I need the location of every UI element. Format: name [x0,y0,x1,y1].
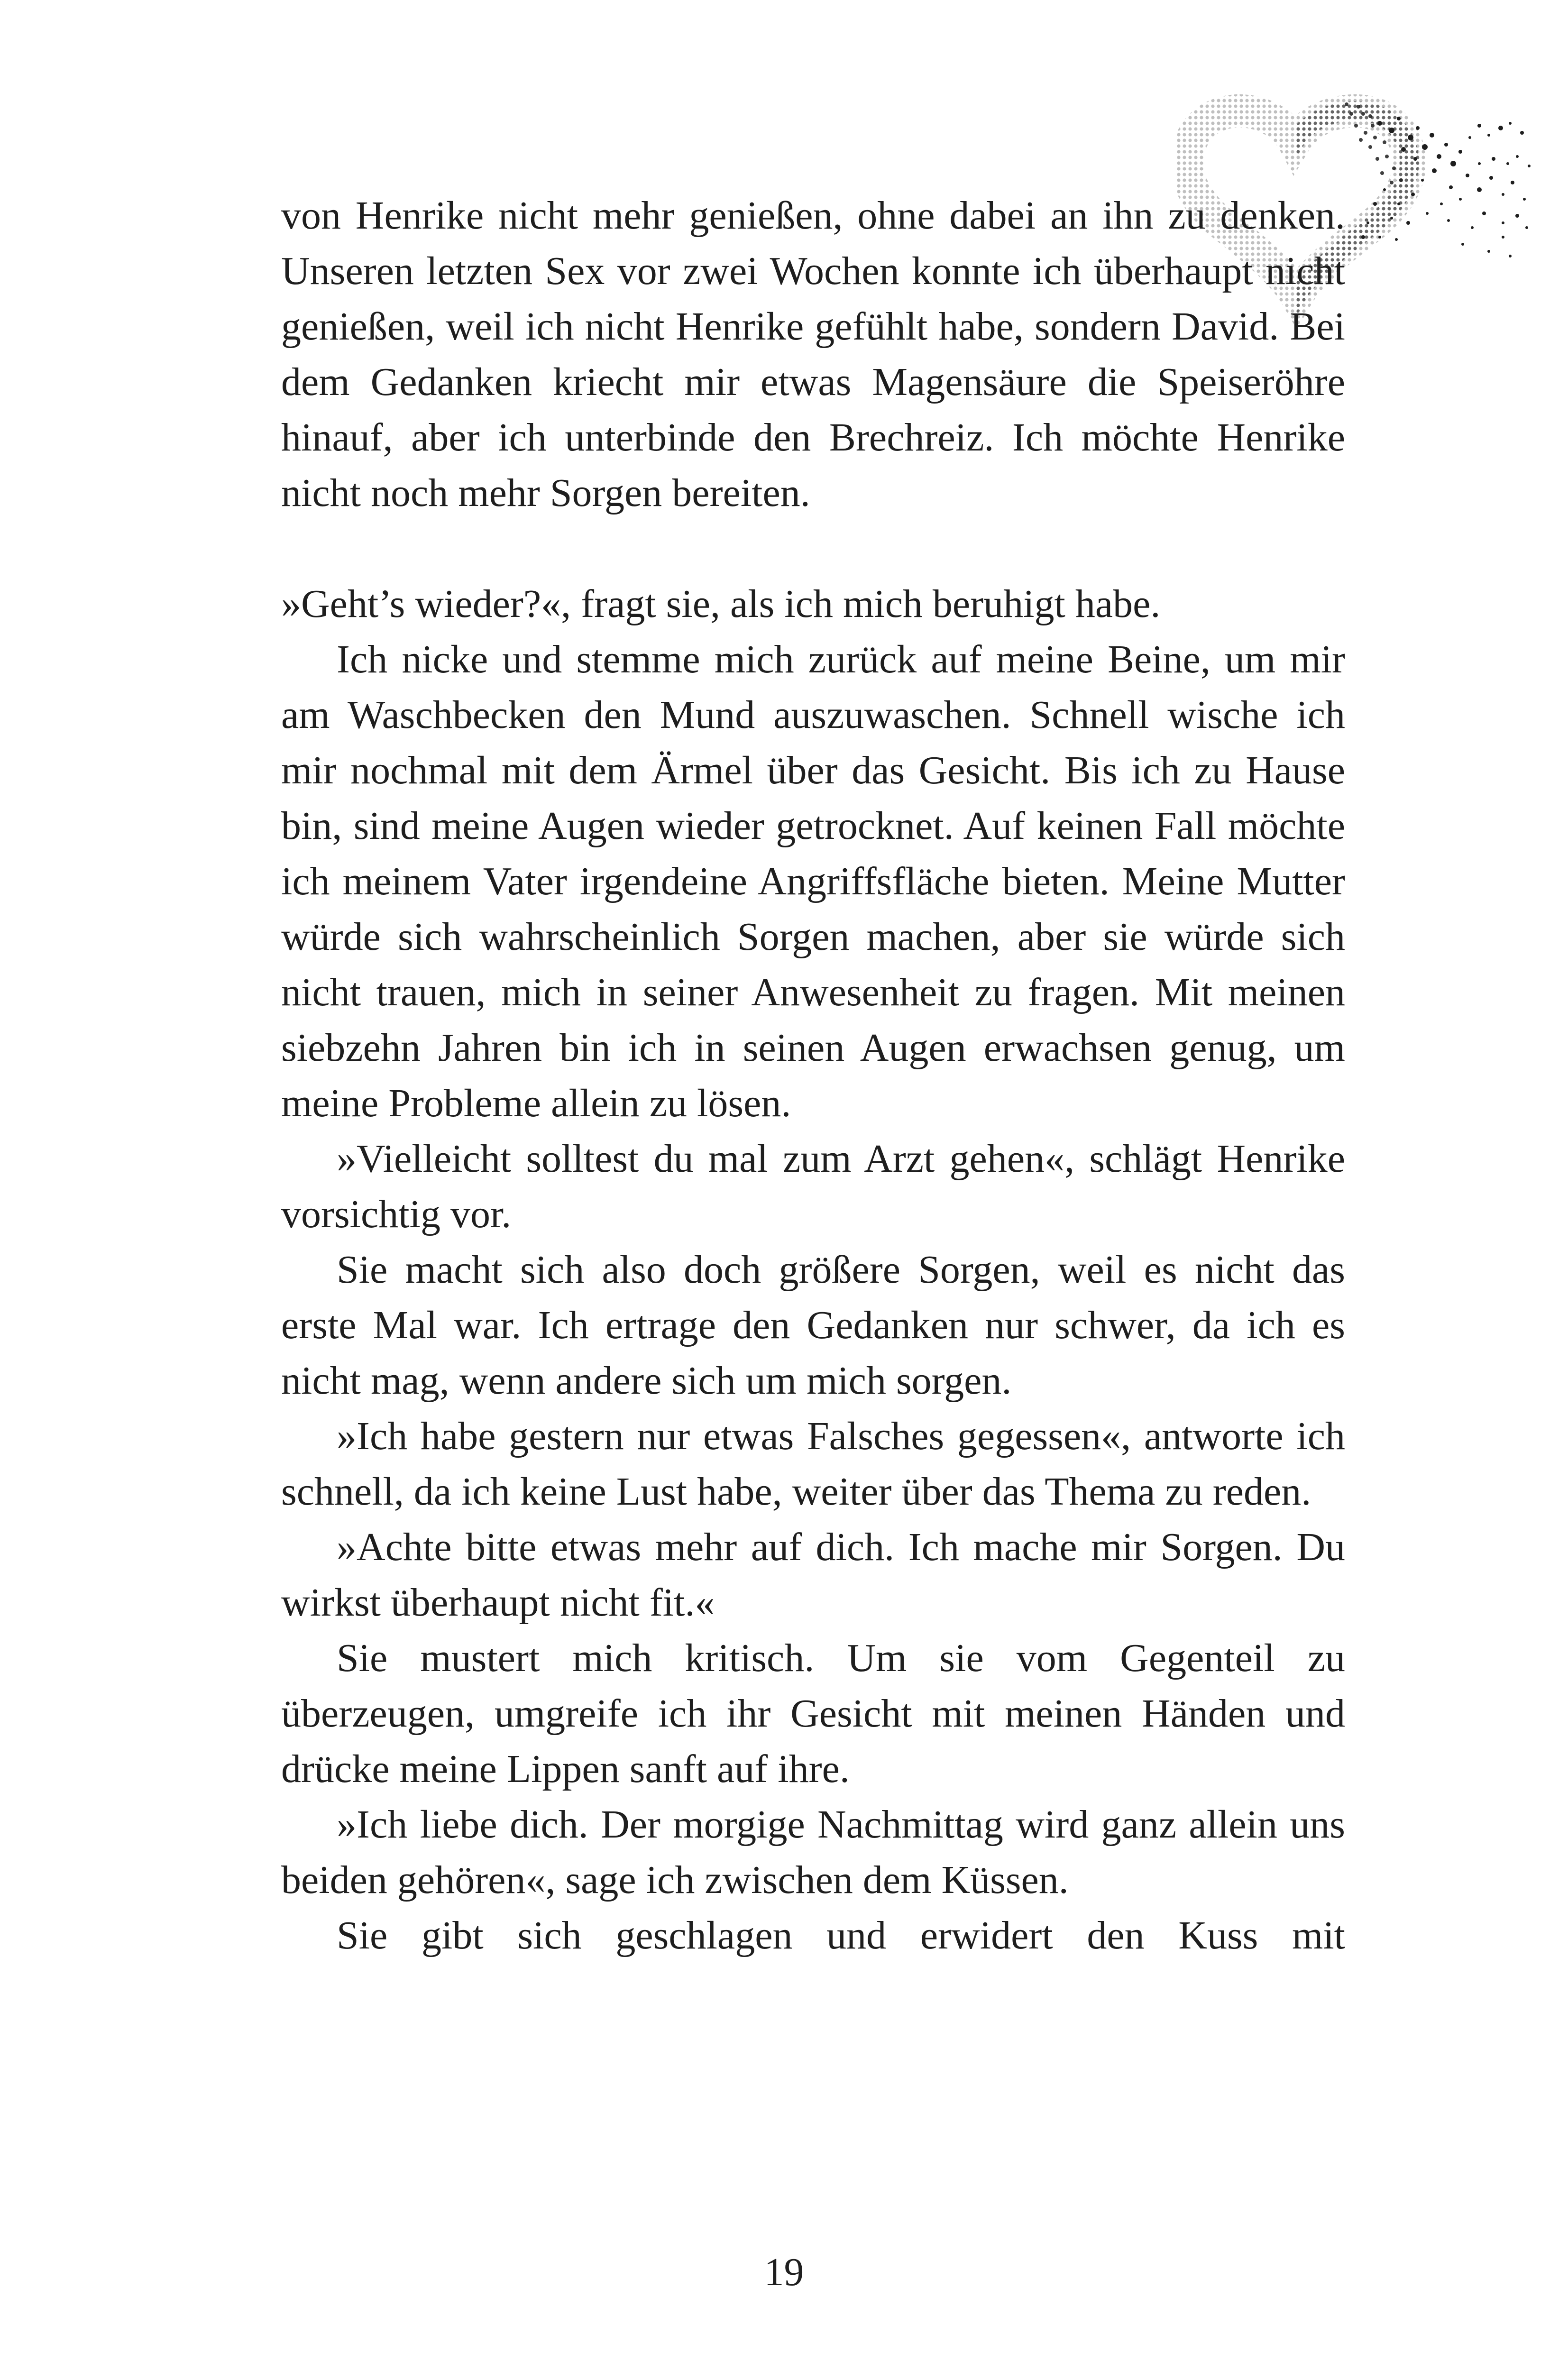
paragraph: »Achte bitte etwas mehr auf dich. Ich mache mir Sorgen. Du wirkst überhaupt nicht fit.« [281,1525,1345,1625]
paragraph: Ich nicke und stemme mich zurück auf meine Beine, um mir am Waschbecken den Mund auszuwaschen. Schnell wische ich mir nochmal mit dem Ärmel über das Gesicht. Bis ich zu Hause bin, sind meine Augen wieder getrocknet. Auf keinen Fall möchte ich meinem Vater irgendeine Angriffsfläche bieten. Meine Mutter würde sich wahrscheinlich Sorgen machen, aber sie würde sich nicht trauen, mich in seiner Anwesenheit zu fragen. Mit meinen siebzehn Jahren bin ich in seinen Augen erwachsen genug, um meine Probleme allein zu lösen. [281,637,1345,1125]
body-text [281,188,1345,1963]
paragraph: »Vielleicht solltest du mal zum Arzt gehen«, schlägt Henrike vorsichtig vor. [281,1137,1345,1236]
page-number: 19 [764,2250,804,2294]
paragraph: »Ich habe gestern nur etwas Falsches gegessen«, antworte ich schnell, da ich keine Lust habe, weiter über das Thema zu reden. [281,1414,1345,1514]
paragraph: Sie gibt sich geschlagen und erwidert den Kuss mit [337,1913,1345,1957]
paragraph: »Ich liebe dich. Der morgige Nachmittag wird ganz allein uns beiden gehören«, sage ich zwischen dem Küssen. [281,1802,1345,1902]
paragraph: »Geht’s wieder?«, fragt sie, als ich mich beruhigt habe. [281,582,1161,626]
paragraph: Sie mustert mich kritisch. Um sie vom Gegenteil zu überzeugen, umgreife ich ihr Gesicht mit meinen Händen und drücke meine Lippen sanft auf ihre. [281,1636,1345,1791]
paragraph: Sie macht sich also doch größere Sorgen, weil es nicht das erste Mal war. Ich ertrage den Gedanken nur schwer, da ich es nicht mag, wenn andere sich um mich sorgen. [281,1248,1345,1403]
paragraph: von Henrike nicht mehr genießen, ohne dabei an ihn zu denken. Unseren letzten Sex vor zwei Wochen konnte ich überhaupt nicht genießen, weil ich nicht Henrike gefühlt habe, sondern David. Bei dem Gedanken kriecht mir etwas Magensäure die Speiseröhre hinauf, aber ich unterbinde den Brechreiz. Ich möchte Henrike nicht noch mehr Sorgen bereiten. [281,193,1345,515]
